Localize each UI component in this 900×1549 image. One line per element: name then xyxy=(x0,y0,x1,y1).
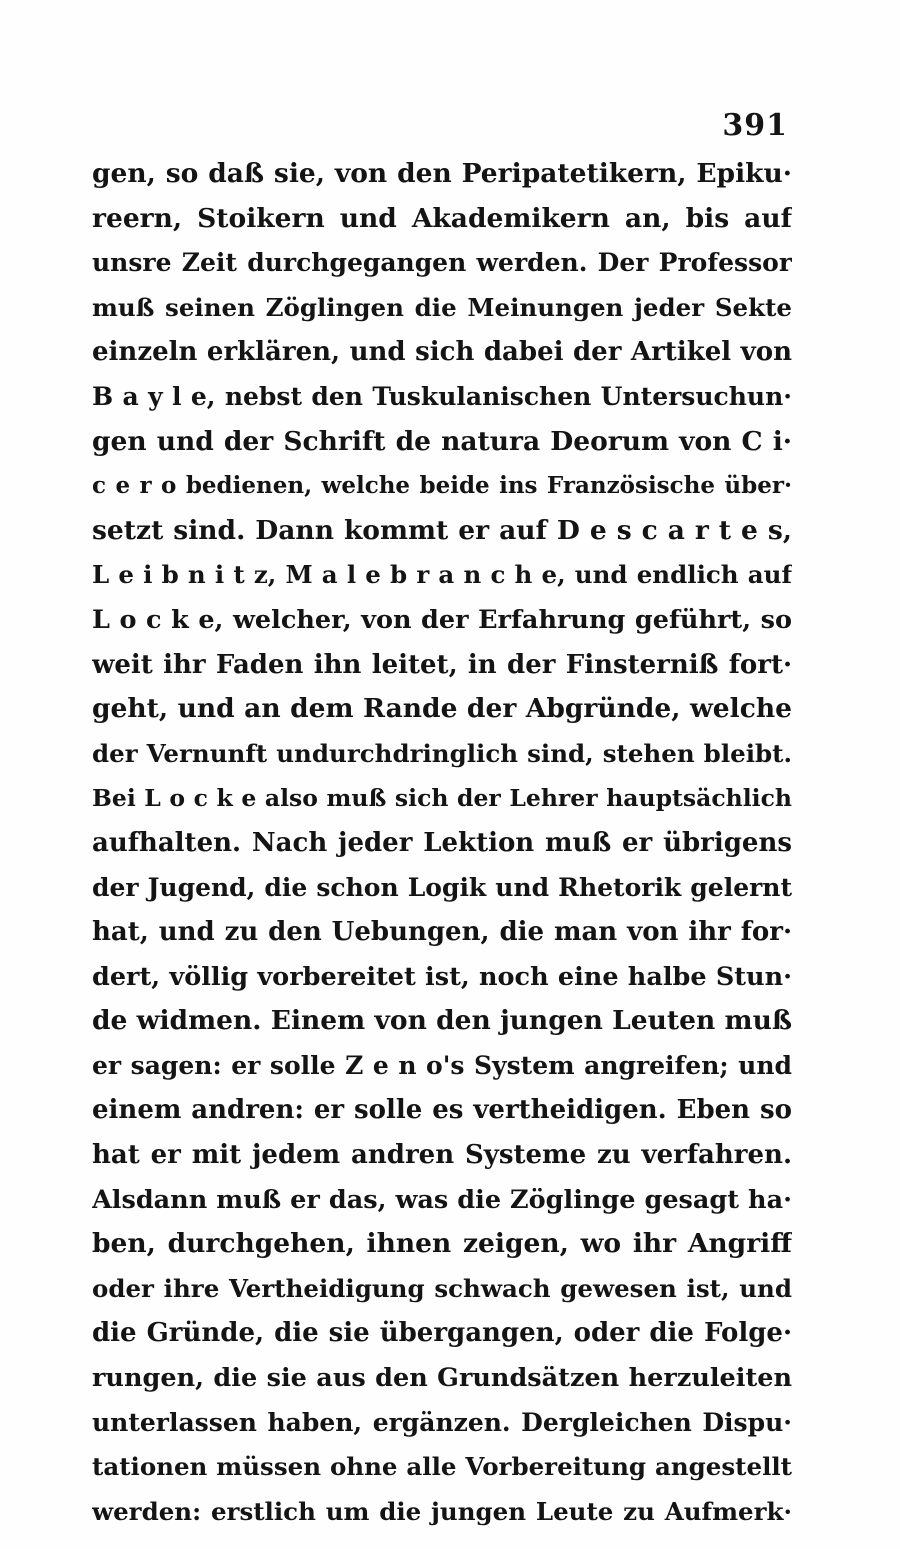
text-line: Bei L o c k e also muß sich der Lehrer hauptsächlich xyxy=(92,784,792,813)
text-line: aufhalten. Nach jeder Lektion muß er übrigens xyxy=(92,827,792,858)
text-line: ben, durchgehen, ihnen zeigen, wo ihr Angriff xyxy=(92,1228,792,1260)
text-line: hat er mit jedem andren Systeme zu verfahren. xyxy=(92,1140,792,1171)
text-line: Alsdann muß er das, was die Zöglinge gesagt ha· xyxy=(92,1184,792,1215)
text-line: gen und der Schrift de natura Deorum von C i· xyxy=(92,425,792,457)
text-line: tationen müssen ohne alle Vorbereitung angestellt xyxy=(92,1452,792,1482)
text-line: der Jugend, die schon Logik und Rhetorik gelernt xyxy=(92,872,792,902)
page-number: 391 xyxy=(722,108,788,143)
text-line: oder ihre Vertheidigung schwach gewesen ist, und xyxy=(92,1273,792,1303)
text-line: gen, so daß sie, von den Peripatetikern, Epiku· xyxy=(92,158,792,189)
text-line: reern, Stoikern und Akademikern an, bis auf xyxy=(92,202,792,234)
text-line: B a y l e, nebst den Tuskulanischen Untersuchun· xyxy=(92,381,792,411)
text-line: hat, und zu den Uebungen, die man von ihr for· xyxy=(92,917,792,948)
text-line: weit ihr Faden ihn leitet, in der Finsterniß fort· xyxy=(92,649,792,680)
text-line: setzt sind. Dann kommt er auf D e s c a r t e s, xyxy=(92,514,792,546)
text-line: einzeln erklären, und sich dabei der Artikel von xyxy=(92,337,792,368)
text-line: c e r o bedienen, welche beide ins Französische über· xyxy=(92,472,792,500)
text-line: de widmen. Einem von den jungen Leuten muß xyxy=(92,1005,792,1037)
body-text xyxy=(92,152,792,1534)
text-line: einem andren: er solle es vertheidigen. Eben so xyxy=(92,1095,792,1126)
text-line: er sagen: er solle Z e n o's System angreifen; und xyxy=(92,1050,792,1080)
text-line: L e i b n i t z, M a l e b r a n c h e, und endlich auf xyxy=(92,560,792,590)
text-line: der Vernunft undurchdringlich sind, stehen bleibt. xyxy=(92,738,792,768)
text-line: muß seinen Zöglingen die Meinungen jeder Sekte xyxy=(92,292,792,322)
text-line: rungen, die sie aus den Grundsätzen herzuleiten xyxy=(92,1363,792,1394)
text-line: dert, völlig vorbereitet ist, noch eine halbe Stun· xyxy=(92,961,792,992)
text-line: unsre Zeit durchgegangen werden. Der Professor xyxy=(92,248,792,278)
text-line: die Gründe, die sie übergangen, oder die Folge· xyxy=(92,1318,792,1349)
text-line: L o c k e, welcher, von der Erfahrung geführt, so xyxy=(92,604,792,635)
text-line: werden: erstlich um die jungen Leute zu Aufmerk· xyxy=(92,1496,792,1526)
text-line: unterlassen haben, ergänzen. Dergleichen Dispu· xyxy=(92,1407,792,1437)
text-line: geht, und an dem Rande der Abgründe, welche xyxy=(92,693,792,725)
